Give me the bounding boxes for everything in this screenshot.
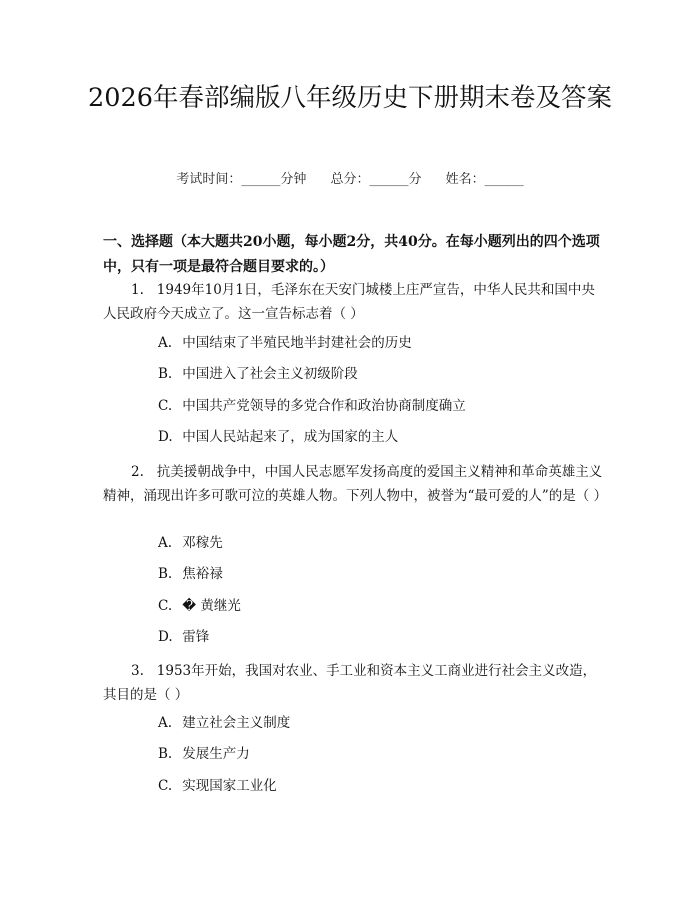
option-text: 建立社会主义制度 <box>182 715 291 731</box>
document-title: 2026年春部编版八年级历史下册期末卷及答案 <box>88 83 612 113</box>
exam-meta <box>0 168 700 187</box>
option-text: 焦裕禄 <box>182 566 223 582</box>
total-score-field: 总分：______分 <box>330 172 422 187</box>
option-text: 雷锋 <box>182 629 210 645</box>
option-text: 发展生产力 <box>182 746 250 762</box>
option-letter: C. <box>158 398 173 414</box>
option-letter: D. <box>158 429 173 445</box>
option-letter: B. <box>158 746 173 762</box>
option-1b <box>158 364 598 384</box>
option-letter: D. <box>158 629 173 645</box>
question-number: 1. <box>131 282 144 298</box>
option-letter: B. <box>158 566 173 582</box>
option-text: 中国结束了半殖民地半封建社会的历史 <box>182 335 412 351</box>
question-number: 3. <box>131 663 144 679</box>
option-letter: A. <box>158 715 173 731</box>
option-text: 中国进入了社会主义初级阶段 <box>182 366 358 382</box>
option-letter: A. <box>158 335 173 351</box>
option-letter: C. <box>158 778 173 794</box>
option-3b <box>158 744 598 764</box>
student-name-field: 姓名：______ <box>445 172 524 187</box>
option-letter: B. <box>158 366 173 382</box>
option-text: 实现国家工业化 <box>182 778 277 794</box>
option-text: � 黄继光 <box>182 598 241 614</box>
question-3 <box>103 659 603 707</box>
question-stem: 抗美援朝战争中，中国人民志愿军发扬高度的爱国主义精神和革命英雄主义精神，涌现出许多可歌可泣的英雄人物。下列人物中，被誉为“最可爱的人”的是（ ） <box>103 464 608 504</box>
option-2b <box>158 564 598 584</box>
option-2a <box>158 533 598 553</box>
section-heading: 一、选择题（本大题共20小题，每小题2分，共40分。在每小题列出的四个选项中，只有一项是最符合题目要求的。） <box>103 234 600 275</box>
option-3c <box>158 776 598 796</box>
exam-time-field: 考试时间：______分钟 <box>176 172 307 187</box>
option-2d <box>158 627 598 647</box>
question-stem: 1949年10月1日，毛泽东在天安门城楼上庄严宣告，中华人民共和国中央人民政府今天成立了。这一宣告标志着（ ） <box>103 282 595 322</box>
option-text: 中国共产党领导的多党合作和政治协商制度确立 <box>182 398 466 414</box>
question-stem: 1953年开始，我国对农业、手工业和资本主义工商业进行社会主义改造，其目的是（ ） <box>103 663 597 703</box>
option-letter: A. <box>158 535 173 551</box>
option-1a <box>158 333 598 353</box>
option-1d <box>158 427 598 447</box>
option-1c <box>158 396 598 416</box>
option-2c <box>158 596 598 616</box>
question-number: 2. <box>131 464 144 480</box>
option-3a <box>158 713 598 733</box>
option-letter: C. <box>158 598 173 614</box>
option-text: 邓稼先 <box>182 535 223 551</box>
question-1 <box>103 278 603 326</box>
question-2 <box>103 460 608 508</box>
option-text: 中国人民站起来了，成为国家的主人 <box>182 429 399 445</box>
